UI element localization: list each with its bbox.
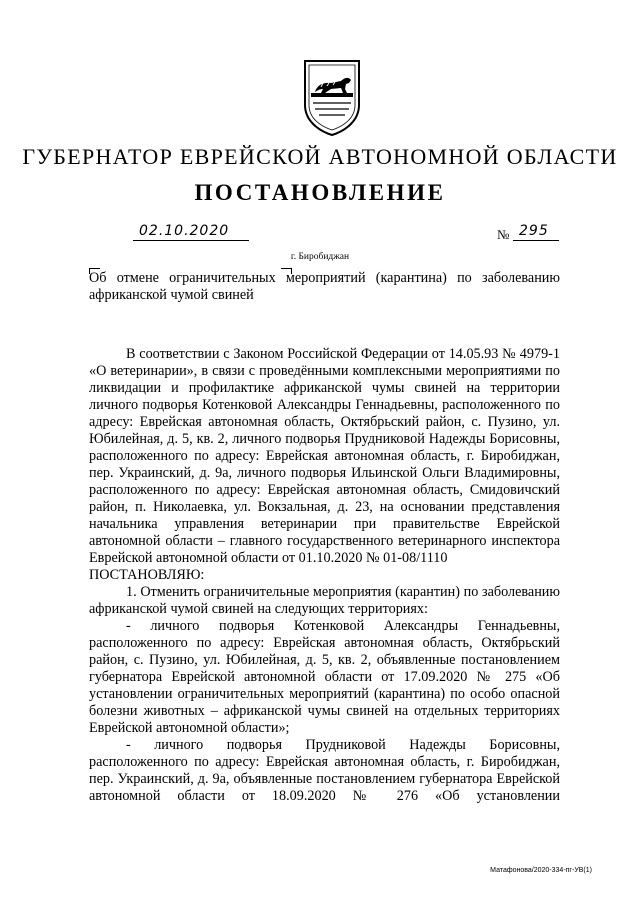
- item-1-territory-b: - личного подворья Прудниковой Надежды Борисовны, расположенного по адресу: Еврейская автономная область, г. Биробиджан, пер. Украинский, д. 9а, объявленные постановлением губернатора Еврейской автономной области от 18.09.2020 № 276 «Об установлении: [89, 737, 560, 804]
- issue-city: г. Биробиджан: [290, 252, 350, 262]
- item-1-territory-a: - личного подворья Котенковой Александры Геннадьевны, расположенного по адресу: Еврейская автономная область, Октябрьский район, с. Пузино, ул. Юбилейная, д. 5, кв. 2, объявленные постановлением губернатора Еврейской автономной области от 17.09.2020 № 275 «Об установлении ограничительных мероприятий (карантина) по особо опасной болезни животных – африканской чумы свиней на отдельных территориях Еврейской автономной области»;: [89, 618, 560, 736]
- document-body: [89, 346, 560, 805]
- preamble-paragraph: В соответствии с Законом Российской Федерации от 14.05.93 № 4979-1 «О ветеринарии», в связи с проведёнными комплексными мероприятиями по ликвидации и профилактике африканской чумы свиней на территории личного подворья Котенковой Александры Геннадьевны, расположенного по адресу: Еврейская автономная область, Октябрьский район, с. Пузино, ул. Юбилейная, д. 5, кв. 2, личного подворья Прудниковой Надежды Борисовны, расположенного по адресу: Еврейская автономная область, г. Биробиджан, пер. Украинский, д. 9а, личного подворья Ильинской Ольги Владимировны, расположенного по адресу: Еврейская автономная область, Смидовичский район, п. Николаевка, ул. Вокзальная, д. 23, на основании представления начальника управления ветеринарии при правительстве Еврейской автономной области – главного государственного ветеринарного инспектора Еврейской автономной области от 01.10.2020 № 01-08/1110: [89, 346, 560, 566]
- footer-reference: Матафонова/2020-334-пг-УВ(1): [490, 867, 592, 874]
- coat-of-arms-icon: [301, 59, 363, 137]
- issuing-authority: ГУБЕРНАТОР ЕВРЕЙСКОЙ АВТОНОМНОЙ ОБЛАСТИ: [22, 144, 618, 169]
- document-number: 295: [513, 222, 559, 241]
- document-title: Об отмене ограничительных мероприятий (карантина) по заболеванию африканской чумой свиней: [89, 270, 560, 303]
- document-date: 02.10.2020: [133, 222, 249, 241]
- decree-heading: ПОСТАНОВЛЯЮ:: [89, 567, 205, 583]
- item-1: 1. Отменить ограничительные мероприятия (карантин) по заболеванию африканской чумой свиней на следующих территориях:: [89, 584, 560, 617]
- number-sign: №: [497, 227, 510, 242]
- document-type: ПОСТАНОВЛЕНИЕ: [194, 180, 446, 205]
